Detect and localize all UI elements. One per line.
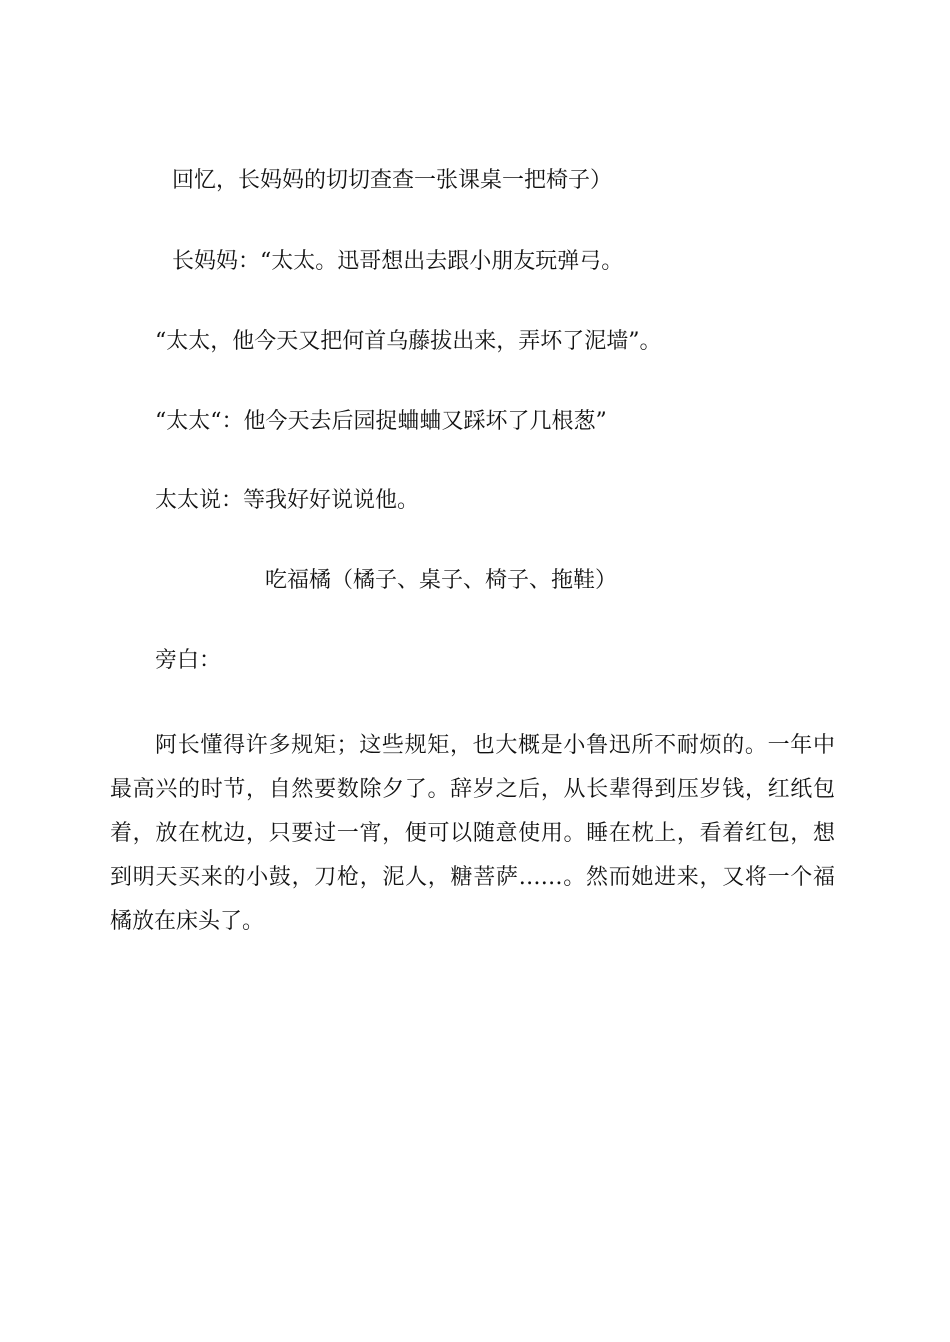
dialogue-taitai: 太太说：等我好好说说他。 <box>155 488 420 513</box>
narration-label: 旁白： <box>155 648 222 673</box>
scene-title: 吃福橘（橘子、桌子、椅子、拖鞋） <box>265 568 618 593</box>
narration-paragraph: 阿长懂得许多规矩；这些规矩，也大概是小鲁迅所不耐烦的。一年中最高兴的时节，自然要数除夕了。辞岁之后，从长辈得到压岁钱，红纸包着，放在枕边，只要过一宵，便可以随意使用。睡在枕上，看着红包，想到明天买来的小鼓，刀枪，泥人，糖菩萨……。然而她进来，又将一个福橘放在床头了。 <box>110 733 835 934</box>
dialogue-line-3: “太太，他今天又把何首乌藤拔出来，弄坏了泥墙”。 <box>155 329 662 354</box>
dialogue-changmama: 长妈妈：“太太。迅哥想出去跟小朋友玩弹弓。 <box>172 249 624 274</box>
dialogue-line-4: “太太“：他今天去后园捉蛐蛐又踩坏了几根葱” <box>155 409 607 434</box>
stage-direction-memory: 回忆，长妈妈的切切查查一张课桌一把椅子） <box>172 168 613 193</box>
